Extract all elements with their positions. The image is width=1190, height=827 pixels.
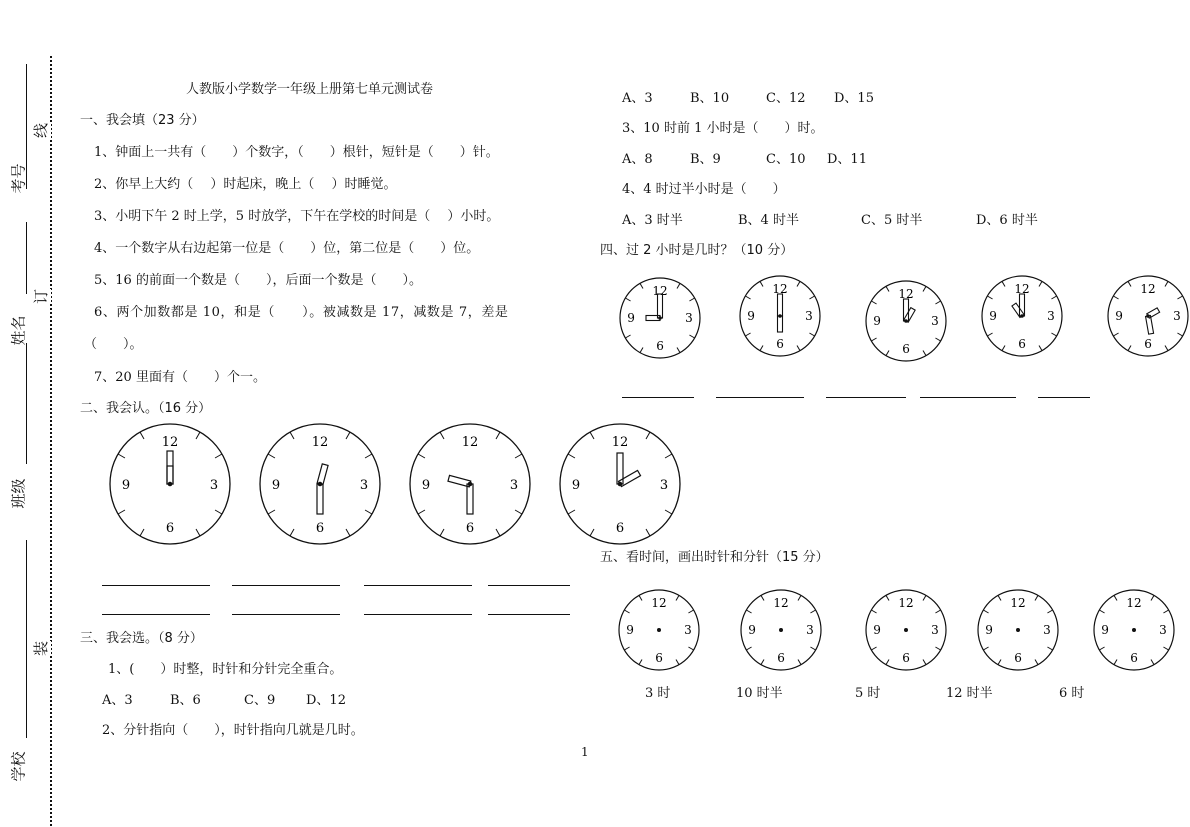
page-title: 人教版小学数学一年级上册第七单元测试卷 xyxy=(186,82,434,97)
clock-tick xyxy=(935,338,940,341)
clock-tick xyxy=(761,595,764,600)
clock-number-3: 3 xyxy=(1173,309,1181,323)
clock-tick xyxy=(871,301,876,304)
question-3-4-option-a: A、3 时半 xyxy=(622,213,683,228)
clock-number-9: 9 xyxy=(873,314,881,328)
clock-tick xyxy=(646,529,650,536)
clock-number-9: 9 xyxy=(627,311,635,325)
page-number: 1 xyxy=(581,745,589,759)
minute-hand xyxy=(467,484,473,514)
clock-number-9: 9 xyxy=(421,478,431,493)
clock-number-12: 12 xyxy=(898,287,914,301)
clock-tick xyxy=(746,610,751,613)
clock-tick xyxy=(290,529,294,536)
clock-tick xyxy=(440,432,444,439)
answer-line[interactable] xyxy=(826,397,906,398)
clock-number-3: 3 xyxy=(931,623,939,637)
clock-center xyxy=(318,482,323,487)
answer-line[interactable] xyxy=(716,397,804,398)
question-1-6: 6、两个加数都是 10，和是（ ）。被减数是 17，减数是 7，差是 xyxy=(94,305,509,320)
clock-center xyxy=(168,482,173,487)
question-3-1-option-c: C、9 xyxy=(244,693,276,708)
clock-face xyxy=(980,274,1064,358)
binding-mount-mark: 装 xyxy=(32,640,51,657)
clock-number-12: 12 xyxy=(461,435,479,450)
clock-number-3: 3 xyxy=(805,309,813,323)
clock-tick xyxy=(1114,595,1117,600)
clock-tick xyxy=(1047,647,1052,650)
clock-face xyxy=(108,422,232,546)
clock-tick xyxy=(676,659,679,664)
clock-tick xyxy=(923,350,926,355)
question-1-4: 4、一个数字从右边起第一位是（ ）位，第二位是（ ）位。 xyxy=(94,241,480,256)
clock-number-9: 9 xyxy=(1101,623,1109,637)
question-3-4-option-b: B、4 时半 xyxy=(738,213,799,228)
clock-number-12: 12 xyxy=(772,282,788,296)
clock-face xyxy=(558,422,682,546)
clock-tick xyxy=(496,529,500,536)
question-1-2: 2、你早上大约（ ）时起床，晚上（ ）时睡觉。 xyxy=(94,177,397,192)
clock-face xyxy=(618,276,702,360)
clock-tick xyxy=(761,659,764,664)
clock-tick xyxy=(1002,281,1005,286)
clock-tick xyxy=(140,432,144,439)
class-label: 班级 xyxy=(9,478,28,509)
clock-tick xyxy=(797,345,800,350)
clock-tick xyxy=(923,286,926,291)
exam-number-label: 考号 xyxy=(9,163,28,194)
clock-tick xyxy=(640,347,643,352)
question-3-2-option-a: A、3 xyxy=(622,91,653,106)
clock-face xyxy=(258,422,382,546)
clock-tick xyxy=(810,647,815,650)
clock-tick xyxy=(568,454,575,458)
clock-tick xyxy=(568,510,575,514)
clock-tick xyxy=(1035,659,1038,664)
minute-hand xyxy=(904,299,909,321)
clock-center xyxy=(778,314,782,318)
question-3-2-option-d: D、15 xyxy=(834,91,874,106)
clock-face xyxy=(1106,274,1190,358)
clock-tick xyxy=(935,647,940,650)
clock-tick xyxy=(798,595,801,600)
clock-tick xyxy=(886,595,889,600)
clock-tick xyxy=(935,610,940,613)
clock-number-3: 3 xyxy=(806,623,814,637)
clock-number-6: 6 xyxy=(655,651,663,665)
clock-number-3: 3 xyxy=(931,314,939,328)
clock-number-6: 6 xyxy=(1144,337,1152,351)
question-1-6-cont: （ ）。 xyxy=(84,337,143,352)
question-3-4-option-d: D、6 时半 xyxy=(976,213,1038,228)
clock-center xyxy=(468,482,473,487)
clock-number-3: 3 xyxy=(359,478,369,493)
clock-tick xyxy=(1114,659,1117,664)
clock-tick xyxy=(809,296,814,299)
clock-center xyxy=(657,628,661,632)
clock-tick xyxy=(998,659,1001,664)
clock-number-6: 6 xyxy=(1018,337,1026,351)
clock-tick xyxy=(987,333,992,336)
clock-number-3: 3 xyxy=(1047,309,1055,323)
clock-tick xyxy=(290,432,294,439)
clock-number-9: 9 xyxy=(271,478,281,493)
clock-tick xyxy=(983,647,988,650)
clock-tick xyxy=(797,281,800,286)
clock-tick xyxy=(639,595,642,600)
clock-tick xyxy=(935,301,940,304)
clock-tick xyxy=(1047,610,1052,613)
clock-tick xyxy=(1035,595,1038,600)
clock-tick xyxy=(1177,296,1182,299)
section-1-heading: 一、我会填（23 分） xyxy=(80,113,205,128)
question-3-1-option-b: B、6 xyxy=(170,693,201,708)
clock-tick xyxy=(440,529,444,536)
minute-hand xyxy=(167,451,173,484)
clock-number-9: 9 xyxy=(121,478,131,493)
question-3-4: 4、4 时过半小时是（ ） xyxy=(622,182,786,197)
time-label-1: 3 时 xyxy=(645,686,671,701)
clock-number-3: 3 xyxy=(1159,623,1167,637)
clock-tick xyxy=(987,296,992,299)
clock-tick xyxy=(983,610,988,613)
clock-number-9: 9 xyxy=(989,309,997,323)
clock-number-6: 6 xyxy=(1014,651,1022,665)
question-3-3-option-b: B、9 xyxy=(690,152,721,167)
school-label: 学校 xyxy=(9,751,28,782)
clock-number-12: 12 xyxy=(1014,282,1030,296)
clock-number-12: 12 xyxy=(161,435,179,450)
hour-hand xyxy=(778,316,783,332)
clock-number-12: 12 xyxy=(898,596,914,610)
question-3-2-option-b: B、10 xyxy=(690,91,730,106)
clock-number-9: 9 xyxy=(873,623,881,637)
answer-line[interactable] xyxy=(102,614,210,615)
question-3-2: 2、分针指向（ ），时针指向几就是几时。 xyxy=(102,723,364,738)
clock-number-9: 9 xyxy=(748,623,756,637)
clock-number-12: 12 xyxy=(651,596,667,610)
clock-tick xyxy=(624,647,629,650)
clock-tick xyxy=(1099,647,1104,650)
clock-center xyxy=(779,628,783,632)
clock-tick xyxy=(515,510,522,514)
clock-tick xyxy=(746,647,751,650)
time-label-4: 12 时半 xyxy=(946,686,993,701)
minute-hand xyxy=(778,294,783,316)
clock-tick xyxy=(676,595,679,600)
clock-tick xyxy=(688,610,693,613)
answer-line[interactable] xyxy=(364,614,472,615)
clock-tick xyxy=(1165,281,1168,286)
clock-tick xyxy=(1128,281,1131,286)
clock-number-3: 3 xyxy=(1043,623,1051,637)
section-4-heading: 四、过 2 小时是几时？（10 分） xyxy=(600,243,794,258)
clock-center xyxy=(904,319,908,323)
clock-tick xyxy=(1113,296,1118,299)
binding-line xyxy=(26,343,27,464)
clock-tick xyxy=(196,432,200,439)
clock-number-12: 12 xyxy=(1140,282,1156,296)
clock-tick xyxy=(1051,333,1056,336)
clock-number-12: 12 xyxy=(1126,596,1142,610)
answer-line[interactable] xyxy=(232,614,340,615)
question-3-2-option-c: C、12 xyxy=(766,91,806,106)
clock-number-12: 12 xyxy=(652,284,668,298)
hour-hand xyxy=(167,466,173,484)
minute-hand xyxy=(317,484,323,514)
blank-clock-face[interactable] xyxy=(1092,588,1176,672)
question-3-4-option-c: C、5 时半 xyxy=(861,213,923,228)
time-label-2: 10 时半 xyxy=(736,686,783,701)
clock-tick xyxy=(745,296,750,299)
question-1-5: 5、16 的前面一个数是（ ），后面一个数是（ ）。 xyxy=(94,273,422,288)
question-3-1-option-a: A、3 xyxy=(102,693,133,708)
clock-tick xyxy=(1039,281,1042,286)
clock-number-6: 6 xyxy=(1130,651,1138,665)
clock-tick xyxy=(346,529,350,536)
clock-tick xyxy=(268,454,275,458)
binding-line xyxy=(26,540,27,738)
question-3-3: 3、10 时前 1 小时是（ ）时。 xyxy=(622,121,824,136)
clock-number-6: 6 xyxy=(465,521,475,536)
clock-tick xyxy=(886,350,889,355)
clock-number-6: 6 xyxy=(776,337,784,351)
clock-tick xyxy=(215,454,222,458)
section-5-heading: 五、看时间，画出时针和分针（15 分） xyxy=(600,550,829,565)
clock-center xyxy=(904,628,908,632)
name-label: 姓名 xyxy=(9,315,28,346)
clock-tick xyxy=(810,610,815,613)
clock-tick xyxy=(625,298,630,301)
clock-number-6: 6 xyxy=(902,342,910,356)
time-label-3: 5 时 xyxy=(855,686,881,701)
answer-line[interactable] xyxy=(102,585,210,586)
binding-line-mark: 线 xyxy=(32,122,51,139)
clock-tick xyxy=(346,432,350,439)
clock-tick xyxy=(1163,610,1168,613)
clock-number-6: 6 xyxy=(656,339,664,353)
answer-line[interactable] xyxy=(1038,397,1090,398)
answer-line[interactable] xyxy=(488,585,570,586)
clock-center xyxy=(618,482,623,487)
answer-line[interactable] xyxy=(488,614,570,615)
binding-line xyxy=(26,222,27,294)
clock-face xyxy=(738,274,822,358)
clock-tick xyxy=(1113,333,1118,336)
clock-tick xyxy=(646,432,650,439)
clock-face xyxy=(408,422,532,546)
clock-tick xyxy=(590,529,594,536)
clock-tick xyxy=(760,345,763,350)
question-3-1-option-d: D、12 xyxy=(306,693,346,708)
clock-tick xyxy=(365,454,372,458)
clock-number-12: 12 xyxy=(773,596,789,610)
clock-tick xyxy=(871,647,876,650)
time-label-5: 6 时 xyxy=(1059,686,1085,701)
question-3-3-option-d: D、11 xyxy=(827,152,867,167)
clock-number-6: 6 xyxy=(615,521,625,536)
clock-tick xyxy=(496,432,500,439)
clock-number-6: 6 xyxy=(165,521,175,536)
question-3-3-option-a: A、8 xyxy=(622,152,653,167)
clock-tick xyxy=(665,510,672,514)
clock-number-9: 9 xyxy=(571,478,581,493)
question-3-3-option-c: C、10 xyxy=(766,152,806,167)
answer-line[interactable] xyxy=(920,397,1016,398)
clock-tick xyxy=(418,510,425,514)
clock-center xyxy=(1020,314,1024,318)
clock-tick xyxy=(1177,333,1182,336)
question-1-1: 1、钟面上一共有（ ）个数字，（ ）根针，短针是（ ）针。 xyxy=(94,145,499,160)
clock-number-3: 3 xyxy=(684,623,692,637)
clock-number-12: 12 xyxy=(311,435,329,450)
binding-stitch-mark: 订 xyxy=(32,288,51,305)
clock-tick xyxy=(923,595,926,600)
clock-number-3: 3 xyxy=(209,478,219,493)
clock-tick xyxy=(688,647,693,650)
clock-tick xyxy=(418,454,425,458)
clock-tick xyxy=(745,333,750,336)
clock-tick xyxy=(1099,610,1104,613)
clock-tick xyxy=(1151,595,1154,600)
binding-dotted-line xyxy=(50,56,52,826)
blank-clock-face[interactable] xyxy=(976,588,1060,672)
clock-tick xyxy=(624,610,629,613)
clock-number-6: 6 xyxy=(315,521,325,536)
clock-tick xyxy=(689,335,694,338)
clock-tick xyxy=(118,510,125,514)
clock-number-9: 9 xyxy=(985,623,993,637)
clock-tick xyxy=(677,283,680,288)
clock-number-9: 9 xyxy=(626,623,634,637)
clock-tick xyxy=(268,510,275,514)
clock-tick xyxy=(871,338,876,341)
clock-number-3: 3 xyxy=(659,478,669,493)
clock-tick xyxy=(886,659,889,664)
clock-tick xyxy=(196,529,200,536)
clock-tick xyxy=(1051,296,1056,299)
clock-tick xyxy=(639,659,642,664)
clock-tick xyxy=(665,454,672,458)
clock-number-6: 6 xyxy=(777,651,785,665)
answer-line[interactable] xyxy=(364,585,472,586)
question-1-7: 7、20 里面有（ ）个一。 xyxy=(94,370,266,385)
clock-tick xyxy=(809,333,814,336)
clock-number-3: 3 xyxy=(509,478,519,493)
clock-tick xyxy=(515,454,522,458)
clock-tick xyxy=(677,347,680,352)
clock-tick xyxy=(1151,659,1154,664)
answer-line[interactable] xyxy=(232,585,340,586)
clock-tick xyxy=(923,659,926,664)
clock-center xyxy=(1016,628,1020,632)
clock-tick xyxy=(689,298,694,301)
clock-tick xyxy=(886,286,889,291)
section-3-heading: 三、我会选。（8 分） xyxy=(80,631,203,646)
clock-center xyxy=(658,316,662,320)
clock-number-12: 12 xyxy=(611,435,629,450)
clock-number-9: 9 xyxy=(747,309,755,323)
question-3-1: 1、( ）时整，时针和分针完全重合。 xyxy=(108,662,343,677)
blank-clock-face[interactable] xyxy=(617,588,701,672)
clock-face xyxy=(864,279,948,363)
clock-number-9: 9 xyxy=(1115,309,1123,323)
clock-tick xyxy=(118,454,125,458)
clock-tick xyxy=(1165,345,1168,350)
clock-tick xyxy=(871,610,876,613)
hour-hand xyxy=(317,464,328,485)
blank-clock-face[interactable] xyxy=(864,588,948,672)
clock-number-6: 6 xyxy=(902,651,910,665)
clock-number-12: 12 xyxy=(1010,596,1026,610)
clock-tick xyxy=(798,659,801,664)
clock-tick xyxy=(365,510,372,514)
clock-center xyxy=(1132,628,1136,632)
section-2-heading: 二、我会认。（16 分） xyxy=(80,401,212,416)
clock-tick xyxy=(640,283,643,288)
answer-line[interactable] xyxy=(622,397,694,398)
clock-center xyxy=(1146,314,1150,318)
clock-tick xyxy=(140,529,144,536)
clock-tick xyxy=(1039,345,1042,350)
blank-clock-face[interactable] xyxy=(739,588,823,672)
minute-hand xyxy=(1020,294,1025,316)
clock-tick xyxy=(1163,647,1168,650)
clock-tick xyxy=(590,432,594,439)
clock-tick xyxy=(1128,345,1131,350)
clock-number-3: 3 xyxy=(685,311,693,325)
clock-tick xyxy=(625,335,630,338)
clock-tick xyxy=(760,281,763,286)
clock-tick xyxy=(215,510,222,514)
question-1-3: 3、小明下午 2 时上学，5 时放学，下午在学校的时间是（ ）小时。 xyxy=(94,209,500,224)
clock-tick xyxy=(998,595,1001,600)
clock-tick xyxy=(1002,345,1005,350)
